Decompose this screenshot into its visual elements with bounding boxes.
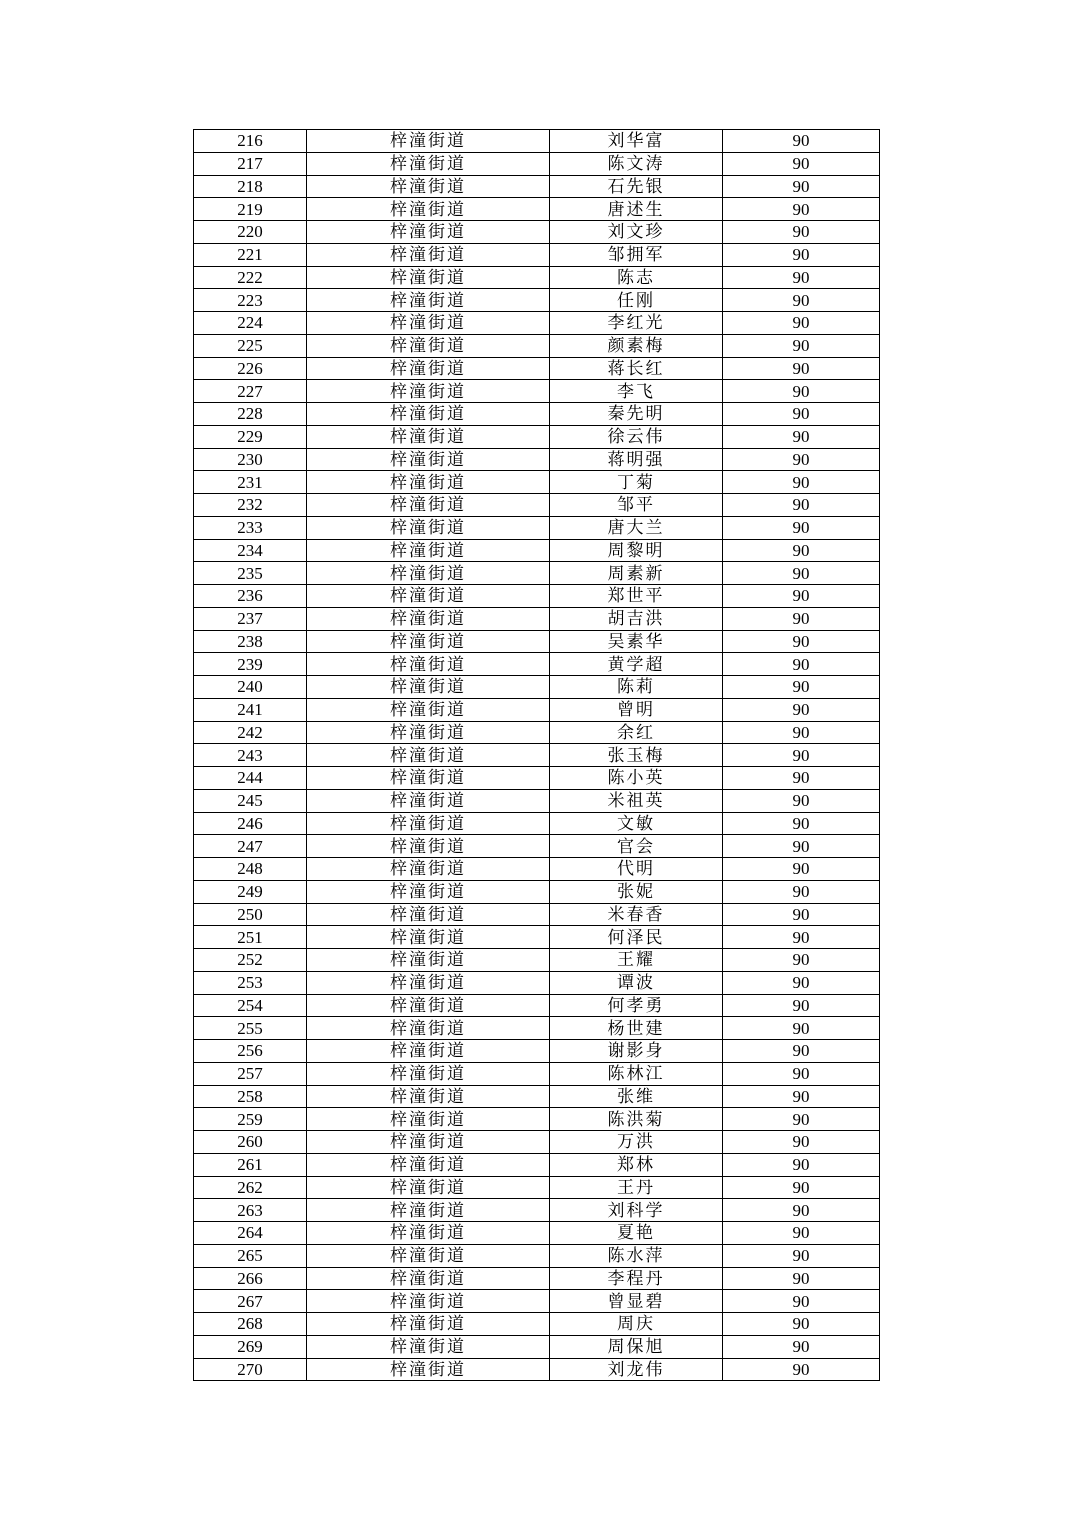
row-number-cell: 254 (194, 994, 307, 1017)
table-row (194, 221, 880, 244)
table-row (194, 1222, 880, 1245)
street-cell: 梓潼街道 (307, 1108, 550, 1131)
name-cell: 陈林江 (550, 1062, 723, 1085)
name-cell: 刘龙伟 (550, 1358, 723, 1381)
street-cell: 梓潼街道 (307, 266, 550, 289)
table-row (194, 1131, 880, 1154)
name-cell: 刘华富 (550, 130, 723, 153)
table-row (194, 266, 880, 289)
row-number-cell: 255 (194, 1017, 307, 1040)
table-row (194, 1267, 880, 1290)
row-number-cell: 248 (194, 858, 307, 881)
score-cell: 90 (723, 539, 880, 562)
score-cell: 90 (723, 1085, 880, 1108)
row-number-cell: 234 (194, 539, 307, 562)
street-cell: 梓潼街道 (307, 1267, 550, 1290)
row-number-cell: 226 (194, 357, 307, 380)
name-cell: 余红 (550, 721, 723, 744)
row-number-cell: 236 (194, 585, 307, 608)
street-cell: 梓潼街道 (307, 289, 550, 312)
table-row (194, 744, 880, 767)
table-row (194, 767, 880, 790)
table-row (194, 607, 880, 630)
row-number-cell: 253 (194, 971, 307, 994)
name-cell: 胡吉洪 (550, 607, 723, 630)
table-row (194, 380, 880, 403)
score-cell: 90 (723, 1358, 880, 1381)
score-cell: 90 (723, 1108, 880, 1131)
table-row (194, 903, 880, 926)
score-cell: 90 (723, 1335, 880, 1358)
score-cell: 90 (723, 494, 880, 517)
street-cell: 梓潼街道 (307, 721, 550, 744)
row-number-cell: 265 (194, 1244, 307, 1267)
name-cell: 徐云伟 (550, 425, 723, 448)
table-row (194, 448, 880, 471)
name-cell: 唐述生 (550, 198, 723, 221)
table-row (194, 243, 880, 266)
table-row (194, 1108, 880, 1131)
street-cell: 梓潼街道 (307, 243, 550, 266)
score-cell: 90 (723, 562, 880, 585)
street-cell: 梓潼街道 (307, 448, 550, 471)
name-cell: 刘科学 (550, 1199, 723, 1222)
row-number-cell: 230 (194, 448, 307, 471)
row-number-cell: 242 (194, 721, 307, 744)
table-row (194, 494, 880, 517)
name-cell: 任刚 (550, 289, 723, 312)
name-cell: 谭波 (550, 971, 723, 994)
table-row (194, 1040, 880, 1063)
street-cell: 梓潼街道 (307, 926, 550, 949)
name-cell: 李红光 (550, 312, 723, 335)
table-row (194, 130, 880, 153)
score-cell: 90 (723, 471, 880, 494)
row-number-cell: 243 (194, 744, 307, 767)
row-number-cell: 245 (194, 789, 307, 812)
table-row (194, 812, 880, 835)
row-number-cell: 217 (194, 152, 307, 175)
name-cell: 米祖英 (550, 789, 723, 812)
score-cell: 90 (723, 949, 880, 972)
table-row (194, 698, 880, 721)
name-cell: 陈小英 (550, 767, 723, 790)
street-cell: 梓潼街道 (307, 1335, 550, 1358)
row-number-cell: 244 (194, 767, 307, 790)
name-cell: 陈志 (550, 266, 723, 289)
table-row (194, 1313, 880, 1336)
name-cell: 代明 (550, 858, 723, 881)
score-cell: 90 (723, 516, 880, 539)
row-number-cell: 241 (194, 698, 307, 721)
name-cell: 邹平 (550, 494, 723, 517)
street-cell: 梓潼街道 (307, 425, 550, 448)
row-number-cell: 264 (194, 1222, 307, 1245)
name-cell: 杨世建 (550, 1017, 723, 1040)
roster-table-body (194, 130, 880, 1381)
document-table-container (193, 129, 879, 1381)
row-number-cell: 251 (194, 926, 307, 949)
table-row (194, 789, 880, 812)
row-number-cell: 218 (194, 175, 307, 198)
table-row (194, 357, 880, 380)
score-cell: 90 (723, 676, 880, 699)
table-row (194, 1085, 880, 1108)
row-number-cell: 235 (194, 562, 307, 585)
row-number-cell: 223 (194, 289, 307, 312)
table-row (194, 471, 880, 494)
score-cell: 90 (723, 607, 880, 630)
row-number-cell: 233 (194, 516, 307, 539)
score-cell: 90 (723, 175, 880, 198)
name-cell: 万洪 (550, 1131, 723, 1154)
table-row (194, 334, 880, 357)
table-row (194, 880, 880, 903)
name-cell: 石先银 (550, 175, 723, 198)
table-row (194, 562, 880, 585)
score-cell: 90 (723, 266, 880, 289)
table-row (194, 949, 880, 972)
row-number-cell: 252 (194, 949, 307, 972)
score-cell: 90 (723, 380, 880, 403)
row-number-cell: 239 (194, 653, 307, 676)
street-cell: 梓潼街道 (307, 858, 550, 881)
score-cell: 90 (723, 357, 880, 380)
table-row (194, 403, 880, 426)
score-cell: 90 (723, 1199, 880, 1222)
street-cell: 梓潼街道 (307, 471, 550, 494)
street-cell: 梓潼街道 (307, 130, 550, 153)
row-number-cell: 229 (194, 425, 307, 448)
table-row (194, 630, 880, 653)
score-cell: 90 (723, 744, 880, 767)
score-cell: 90 (723, 425, 880, 448)
street-cell: 梓潼街道 (307, 334, 550, 357)
street-cell: 梓潼街道 (307, 903, 550, 926)
table-row (194, 858, 880, 881)
row-number-cell: 267 (194, 1290, 307, 1313)
table-row (194, 1244, 880, 1267)
score-cell: 90 (723, 1244, 880, 1267)
row-number-cell: 222 (194, 266, 307, 289)
name-cell: 陈文涛 (550, 152, 723, 175)
score-cell: 90 (723, 585, 880, 608)
name-cell: 郑林 (550, 1153, 723, 1176)
street-cell: 梓潼街道 (307, 221, 550, 244)
street-cell: 梓潼街道 (307, 494, 550, 517)
street-cell: 梓潼街道 (307, 1062, 550, 1085)
table-row (194, 653, 880, 676)
name-cell: 曾显碧 (550, 1290, 723, 1313)
street-cell: 梓潼街道 (307, 1290, 550, 1313)
row-number-cell: 269 (194, 1335, 307, 1358)
score-cell: 90 (723, 880, 880, 903)
score-cell: 90 (723, 403, 880, 426)
name-cell: 谢影身 (550, 1040, 723, 1063)
score-cell: 90 (723, 721, 880, 744)
score-cell: 90 (723, 334, 880, 357)
score-cell: 90 (723, 789, 880, 812)
street-cell: 梓潼街道 (307, 949, 550, 972)
street-cell: 梓潼街道 (307, 744, 550, 767)
table-row (194, 1176, 880, 1199)
name-cell: 邹拥军 (550, 243, 723, 266)
street-cell: 梓潼街道 (307, 585, 550, 608)
score-cell: 90 (723, 1267, 880, 1290)
table-row (194, 721, 880, 744)
name-cell: 王耀 (550, 949, 723, 972)
table-row (194, 994, 880, 1017)
row-number-cell: 224 (194, 312, 307, 335)
street-cell: 梓潼街道 (307, 357, 550, 380)
name-cell: 官会 (550, 835, 723, 858)
row-number-cell: 246 (194, 812, 307, 835)
name-cell: 唐大兰 (550, 516, 723, 539)
name-cell: 丁菊 (550, 471, 723, 494)
table-row (194, 926, 880, 949)
street-cell: 梓潼街道 (307, 1244, 550, 1267)
name-cell: 秦先明 (550, 403, 723, 426)
score-cell: 90 (723, 812, 880, 835)
name-cell: 李程丹 (550, 1267, 723, 1290)
table-row (194, 289, 880, 312)
score-cell: 90 (723, 1222, 880, 1245)
street-cell: 梓潼街道 (307, 175, 550, 198)
row-number-cell: 268 (194, 1313, 307, 1336)
row-number-cell: 225 (194, 334, 307, 357)
roster-table (193, 129, 880, 1381)
table-row (194, 971, 880, 994)
table-row (194, 676, 880, 699)
street-cell: 梓潼街道 (307, 698, 550, 721)
street-cell: 梓潼街道 (307, 1222, 550, 1245)
street-cell: 梓潼街道 (307, 676, 550, 699)
score-cell: 90 (723, 130, 880, 153)
row-number-cell: 256 (194, 1040, 307, 1063)
street-cell: 梓潼街道 (307, 516, 550, 539)
row-number-cell: 250 (194, 903, 307, 926)
score-cell: 90 (723, 221, 880, 244)
score-cell: 90 (723, 994, 880, 1017)
row-number-cell: 262 (194, 1176, 307, 1199)
row-number-cell: 247 (194, 835, 307, 858)
street-cell: 梓潼街道 (307, 1085, 550, 1108)
street-cell: 梓潼街道 (307, 630, 550, 653)
street-cell: 梓潼街道 (307, 1313, 550, 1336)
street-cell: 梓潼街道 (307, 1358, 550, 1381)
street-cell: 梓潼街道 (307, 312, 550, 335)
name-cell: 曾明 (550, 698, 723, 721)
name-cell: 刘文珍 (550, 221, 723, 244)
table-row (194, 175, 880, 198)
score-cell: 90 (723, 1131, 880, 1154)
table-row (194, 1062, 880, 1085)
row-number-cell: 232 (194, 494, 307, 517)
name-cell: 李飞 (550, 380, 723, 403)
table-row (194, 585, 880, 608)
name-cell: 陈莉 (550, 676, 723, 699)
score-cell: 90 (723, 1062, 880, 1085)
table-row (194, 1153, 880, 1176)
street-cell: 梓潼街道 (307, 994, 550, 1017)
row-number-cell: 260 (194, 1131, 307, 1154)
name-cell: 张玉梅 (550, 744, 723, 767)
table-row (194, 1335, 880, 1358)
row-number-cell: 219 (194, 198, 307, 221)
row-number-cell: 257 (194, 1062, 307, 1085)
table-row (194, 312, 880, 335)
name-cell: 蒋长红 (550, 357, 723, 380)
name-cell: 周黎明 (550, 539, 723, 562)
street-cell: 梓潼街道 (307, 403, 550, 426)
street-cell: 梓潼街道 (307, 835, 550, 858)
name-cell: 颜素梅 (550, 334, 723, 357)
street-cell: 梓潼街道 (307, 1176, 550, 1199)
street-cell: 梓潼街道 (307, 767, 550, 790)
name-cell: 周素新 (550, 562, 723, 585)
score-cell: 90 (723, 767, 880, 790)
score-cell: 90 (723, 312, 880, 335)
street-cell: 梓潼街道 (307, 607, 550, 630)
street-cell: 梓潼街道 (307, 812, 550, 835)
name-cell: 周保旭 (550, 1335, 723, 1358)
name-cell: 周庆 (550, 1313, 723, 1336)
score-cell: 90 (723, 630, 880, 653)
score-cell: 90 (723, 448, 880, 471)
table-row (194, 1290, 880, 1313)
name-cell: 陈水萍 (550, 1244, 723, 1267)
name-cell: 何泽民 (550, 926, 723, 949)
row-number-cell: 266 (194, 1267, 307, 1290)
score-cell: 90 (723, 198, 880, 221)
name-cell: 文敏 (550, 812, 723, 835)
row-number-cell: 238 (194, 630, 307, 653)
score-cell: 90 (723, 1153, 880, 1176)
row-number-cell: 240 (194, 676, 307, 699)
street-cell: 梓潼街道 (307, 539, 550, 562)
table-row (194, 425, 880, 448)
table-row (194, 1017, 880, 1040)
row-number-cell: 227 (194, 380, 307, 403)
street-cell: 梓潼街道 (307, 1199, 550, 1222)
name-cell: 夏艳 (550, 1222, 723, 1245)
street-cell: 梓潼街道 (307, 1017, 550, 1040)
row-number-cell: 261 (194, 1153, 307, 1176)
name-cell: 张维 (550, 1085, 723, 1108)
name-cell: 吴素华 (550, 630, 723, 653)
row-number-cell: 231 (194, 471, 307, 494)
score-cell: 90 (723, 858, 880, 881)
street-cell: 梓潼街道 (307, 653, 550, 676)
score-cell: 90 (723, 926, 880, 949)
score-cell: 90 (723, 243, 880, 266)
street-cell: 梓潼街道 (307, 1131, 550, 1154)
street-cell: 梓潼街道 (307, 152, 550, 175)
street-cell: 梓潼街道 (307, 1040, 550, 1063)
score-cell: 90 (723, 1176, 880, 1199)
row-number-cell: 228 (194, 403, 307, 426)
table-row (194, 198, 880, 221)
score-cell: 90 (723, 1290, 880, 1313)
street-cell: 梓潼街道 (307, 789, 550, 812)
name-cell: 郑世平 (550, 585, 723, 608)
row-number-cell: 221 (194, 243, 307, 266)
score-cell: 90 (723, 835, 880, 858)
score-cell: 90 (723, 971, 880, 994)
score-cell: 90 (723, 1313, 880, 1336)
street-cell: 梓潼街道 (307, 198, 550, 221)
table-row (194, 539, 880, 562)
table-row (194, 152, 880, 175)
street-cell: 梓潼街道 (307, 1153, 550, 1176)
row-number-cell: 263 (194, 1199, 307, 1222)
street-cell: 梓潼街道 (307, 380, 550, 403)
row-number-cell: 216 (194, 130, 307, 153)
name-cell: 黄学超 (550, 653, 723, 676)
name-cell: 米春香 (550, 903, 723, 926)
table-row (194, 1358, 880, 1381)
score-cell: 90 (723, 698, 880, 721)
street-cell: 梓潼街道 (307, 971, 550, 994)
name-cell: 张妮 (550, 880, 723, 903)
score-cell: 90 (723, 152, 880, 175)
row-number-cell: 237 (194, 607, 307, 630)
name-cell: 王丹 (550, 1176, 723, 1199)
table-row (194, 516, 880, 539)
score-cell: 90 (723, 653, 880, 676)
row-number-cell: 249 (194, 880, 307, 903)
street-cell: 梓潼街道 (307, 880, 550, 903)
street-cell: 梓潼街道 (307, 562, 550, 585)
row-number-cell: 270 (194, 1358, 307, 1381)
name-cell: 何孝勇 (550, 994, 723, 1017)
table-row (194, 1199, 880, 1222)
row-number-cell: 220 (194, 221, 307, 244)
score-cell: 90 (723, 1040, 880, 1063)
score-cell: 90 (723, 289, 880, 312)
row-number-cell: 258 (194, 1085, 307, 1108)
score-cell: 90 (723, 1017, 880, 1040)
name-cell: 陈洪菊 (550, 1108, 723, 1131)
row-number-cell: 259 (194, 1108, 307, 1131)
table-row (194, 835, 880, 858)
name-cell: 蒋明强 (550, 448, 723, 471)
score-cell: 90 (723, 903, 880, 926)
